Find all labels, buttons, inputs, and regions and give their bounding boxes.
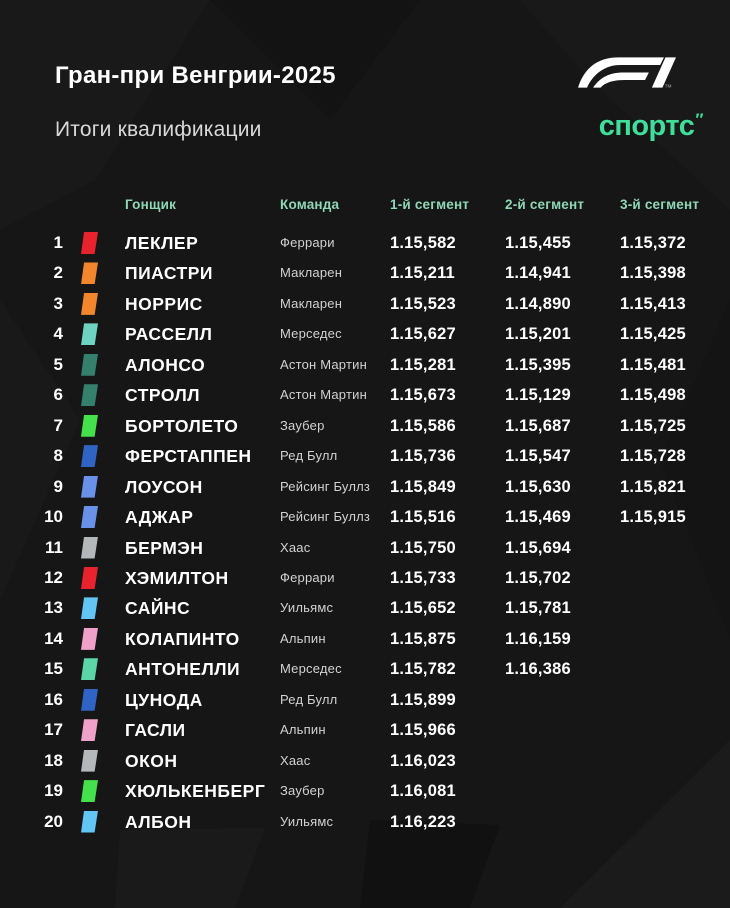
table-row xyxy=(0,319,730,349)
position-number: 19 xyxy=(44,781,63,801)
team-color-flag-icon xyxy=(81,476,98,498)
position-number: 9 xyxy=(53,476,63,496)
segment3-time: 1.15,398 xyxy=(620,264,686,283)
table-row xyxy=(0,746,730,776)
position-number: 4 xyxy=(53,324,63,344)
segment1-time: 1.15,516 xyxy=(390,508,456,527)
segment2-time: 1.16,159 xyxy=(505,629,571,648)
table-row xyxy=(0,715,730,745)
segment3-time: 1.15,425 xyxy=(620,325,686,344)
table-row xyxy=(0,563,730,593)
segment2-time: 1.15,129 xyxy=(505,386,571,405)
team-name: Феррари xyxy=(280,235,335,250)
sports-ru-prime-mark: ″ xyxy=(695,110,703,129)
segment2-time: 1.14,890 xyxy=(505,294,571,313)
driver-name: БОРТОЛЕТО xyxy=(125,415,239,436)
team-name: Астон Мартин xyxy=(280,387,367,403)
team-color-flag-icon xyxy=(81,415,98,437)
team-name: Хаас xyxy=(280,539,311,555)
driver-name: НОРРИС xyxy=(125,293,203,314)
segment1-time: 1.15,627 xyxy=(390,325,456,344)
segment1-time: 1.15,966 xyxy=(390,721,456,740)
team-color-flag-icon xyxy=(81,323,98,345)
segment2-time: 1.14,941 xyxy=(505,264,571,283)
segment2-time: 1.15,630 xyxy=(505,477,571,496)
position-number: 15 xyxy=(44,659,63,679)
driver-name: ОКОН xyxy=(125,750,178,771)
segment2-time: 1.16,386 xyxy=(505,660,571,679)
segment1-time: 1.16,223 xyxy=(390,812,456,831)
table-row xyxy=(0,654,730,684)
team-color-flag-icon xyxy=(81,567,98,589)
team-color-flag-icon xyxy=(81,506,98,528)
team-name: Хаас xyxy=(280,752,311,768)
position-number: 12 xyxy=(44,567,63,587)
team-color-flag-icon xyxy=(81,354,98,376)
table-row xyxy=(0,350,730,380)
driver-name: ГАСЛИ xyxy=(125,720,186,741)
driver-name: КОЛАПИНТО xyxy=(125,628,240,649)
team-name: Ред Булл xyxy=(280,448,338,464)
column-segment1: 1-й сегмент xyxy=(390,197,470,212)
segment1-time: 1.15,849 xyxy=(390,477,456,496)
team-name: Альпин xyxy=(280,630,326,646)
segment1-time: 1.15,899 xyxy=(390,690,456,709)
segment1-time: 1.15,582 xyxy=(390,234,456,252)
team-name: Уильямс xyxy=(280,600,334,616)
table-row xyxy=(0,258,730,288)
team-name: Заубер xyxy=(280,783,325,799)
segment1-time: 1.15,736 xyxy=(390,447,456,466)
segment3-time: 1.15,372 xyxy=(620,234,686,252)
position-number: 17 xyxy=(44,720,63,740)
segment3-time: 1.15,498 xyxy=(620,386,686,405)
segment1-time: 1.15,733 xyxy=(390,568,456,587)
driver-name: ПИАСТРИ xyxy=(125,263,214,284)
segment3-time: 1.15,728 xyxy=(620,447,686,466)
table-row xyxy=(0,624,730,654)
driver-name: БЕРМЭН xyxy=(125,537,204,558)
team-color-flag-icon xyxy=(81,597,98,619)
team-name: Альпин xyxy=(280,722,326,738)
segment2-time: 1.15,395 xyxy=(505,355,571,374)
driver-name: СТРОЛЛ xyxy=(125,385,201,406)
position-number: 10 xyxy=(44,507,63,527)
table-row xyxy=(0,593,730,623)
segment2-time: 1.15,687 xyxy=(505,416,571,435)
segment1-time: 1.15,782 xyxy=(390,660,456,679)
page-subtitle: Итоги квалификации xyxy=(55,118,262,141)
f1-logo-icon xyxy=(578,56,676,89)
team-color-flag-icon xyxy=(81,780,98,802)
segment1-time: 1.15,281 xyxy=(390,355,456,374)
driver-name: АДЖАР xyxy=(125,507,194,528)
team-name: Рейсинг Буллз xyxy=(280,509,371,525)
table-row xyxy=(0,411,730,441)
team-name: Макларен xyxy=(280,295,343,311)
driver-name: АЛБОН xyxy=(125,811,192,832)
team-color-flag-icon xyxy=(81,658,98,680)
table-row xyxy=(0,228,730,258)
team-color-flag-icon xyxy=(81,689,98,711)
position-number: 3 xyxy=(53,293,63,313)
sports-ru-wordmark: спортс xyxy=(598,110,695,142)
segment3-time: 1.15,413 xyxy=(620,294,686,313)
segment2-time: 1.15,201 xyxy=(505,325,571,344)
segment1-time: 1.16,023 xyxy=(390,751,456,770)
segment1-time: 1.15,523 xyxy=(390,294,456,313)
table-row xyxy=(0,472,730,502)
position-number: 8 xyxy=(53,446,63,466)
segment2-time: 1.15,547 xyxy=(505,447,571,466)
segment1-time: 1.16,081 xyxy=(390,782,456,801)
table-row xyxy=(0,289,730,319)
driver-name: ЛЕКЛЕР xyxy=(125,233,199,253)
column-driver: Гонщик xyxy=(125,197,177,212)
position-number: 16 xyxy=(44,689,63,709)
table-row xyxy=(0,533,730,563)
segment3-time: 1.15,821 xyxy=(620,477,686,496)
table-row xyxy=(0,685,730,715)
segment2-time: 1.15,694 xyxy=(505,538,571,557)
segment1-time: 1.15,652 xyxy=(390,599,456,618)
team-name: Астон Мартин xyxy=(280,356,367,372)
driver-name: АЛОНСО xyxy=(125,354,206,375)
table-row xyxy=(0,380,730,410)
position-number: 5 xyxy=(53,354,63,374)
column-team: Команда xyxy=(280,197,340,212)
position-number: 14 xyxy=(44,628,63,648)
team-name: Рейсинг Буллз xyxy=(280,478,371,494)
team-name: Мерседес xyxy=(280,661,342,677)
driver-name: РАССЕЛЛ xyxy=(125,324,213,345)
team-name: Феррари xyxy=(280,569,335,585)
team-color-flag-icon xyxy=(81,537,98,559)
page-title: Гран-при Венгрии-2025 xyxy=(55,62,336,89)
position-number: 1 xyxy=(53,233,63,252)
position-number: 7 xyxy=(53,415,63,435)
table-row xyxy=(0,807,730,837)
sports-ru-logo xyxy=(599,110,703,143)
team-name: Ред Булл xyxy=(280,691,338,707)
segment2-time: 1.15,469 xyxy=(505,508,571,527)
team-color-flag-icon xyxy=(81,384,98,406)
table-row xyxy=(0,441,730,471)
segment3-time: 1.15,915 xyxy=(620,508,686,527)
team-name: Мерседес xyxy=(280,326,342,342)
driver-name: ХЮЛЬКЕНБЕРГ xyxy=(125,781,266,802)
f1-trademark: ™ xyxy=(664,83,672,92)
position-number: 18 xyxy=(44,750,63,770)
position-number: 20 xyxy=(44,811,63,831)
driver-name: ЛОУСОН xyxy=(125,476,203,497)
driver-name: ХЭМИЛТОН xyxy=(125,567,229,588)
column-segment3: 3-й сегмент xyxy=(620,197,700,212)
team-color-flag-icon xyxy=(81,628,98,650)
driver-name: АНТОНЕЛЛИ xyxy=(125,659,241,680)
segment3-time: 1.15,725 xyxy=(620,416,686,435)
column-segment2: 2-й сегмент xyxy=(505,197,585,212)
team-color-flag-icon xyxy=(81,750,98,772)
segment2-time: 1.15,455 xyxy=(505,234,571,252)
team-color-flag-icon xyxy=(81,811,98,833)
team-color-flag-icon xyxy=(81,232,98,254)
team-name: Уильямс xyxy=(280,813,334,829)
segment1-time: 1.15,673 xyxy=(390,386,456,405)
position-number: 13 xyxy=(44,598,63,618)
segment1-time: 1.15,211 xyxy=(390,264,455,283)
table-row xyxy=(0,502,730,532)
driver-name: ФЕРСТАППЕН xyxy=(125,446,252,467)
segment1-time: 1.15,586 xyxy=(390,416,456,435)
segment1-time: 1.15,750 xyxy=(390,538,456,557)
position-number: 11 xyxy=(45,537,63,557)
driver-name: САЙНС xyxy=(125,598,191,619)
segment1-time: 1.15,875 xyxy=(390,629,456,648)
team-color-flag-icon xyxy=(81,262,98,284)
team-name: Макларен xyxy=(280,265,343,281)
team-name: Заубер xyxy=(280,417,325,433)
table-row xyxy=(0,776,730,806)
driver-name: ЦУНОДА xyxy=(125,689,203,710)
position-number: 2 xyxy=(53,263,63,283)
position-number: 6 xyxy=(53,385,63,405)
team-color-flag-icon xyxy=(81,719,98,741)
segment2-time: 1.15,781 xyxy=(505,599,571,618)
team-color-flag-icon xyxy=(81,445,98,467)
segment2-time: 1.15,702 xyxy=(505,568,571,587)
segment3-time: 1.15,481 xyxy=(620,355,686,374)
team-color-flag-icon xyxy=(81,293,98,315)
